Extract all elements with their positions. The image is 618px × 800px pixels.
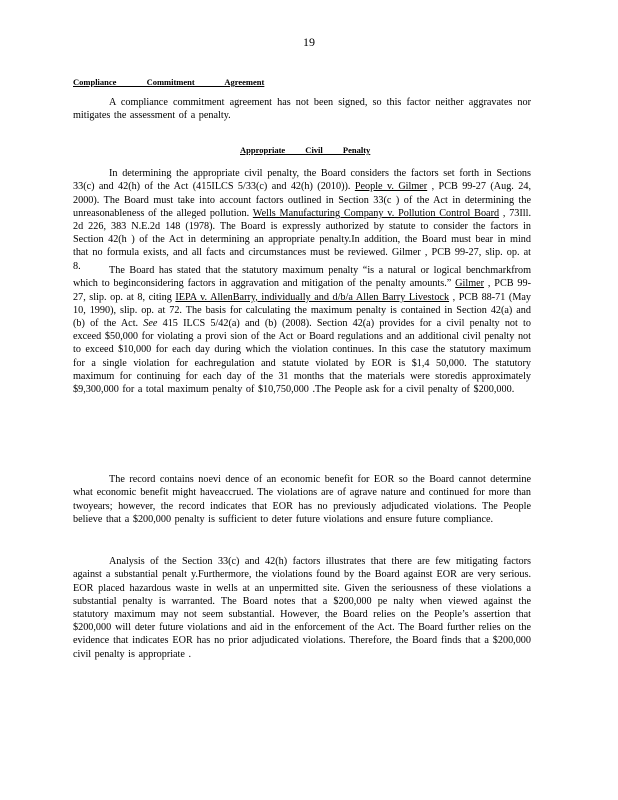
p1-text-1: In determining the appropriate civil penalty, the Board considers the factors set forth in Sections 33(c) and 42(h) of the Act (415ILCS 5/33(c) and 42(h) (2010)). — [73, 168, 531, 193]
p2-text-2: , PCB 99-27, slip. op. at 8, citing — [73, 278, 532, 303]
case-citation-gilmer-2: Gilmer — [455, 278, 485, 290]
compliance-heading: Compliance Commitment Agreement — [73, 77, 265, 87]
p2-text-4: 415 ILCS 5/42(a) and (b) (2008). Section 42(a) provides for a civil penalty not to exceed $50,000 for violating a provi sion of the Act or Board regulations and an additional civil penalty not to exceed $10,000 for each day during which the violation continues. In this case the statutory maximum for a single violation for eachregulation and statute violated by EOR is $1,4 50,000. The statutory maximum for continuing for each day of the 31 months that the materials were storedis approximately $9,300,000 for a total maximum penalty of $10,750,000 .The People ask for a civil penalty of $200,000. — [73, 318, 531, 396]
p1-text-3: , 73Ill. 2d 226, 383 N.E.2d 148 (1978). The Board is expressly authorized by statute to consider the factors in Section 42(h ) of the Act in determining an appropriate penalty.In addition, the Board must bear in mind that no formula exists, and all facts and circumstances must be reviewed. Gilmer , PCB 99-27, slip. op. at 8. — [73, 207, 531, 272]
case-citation-gilmer: People v. Gilmer — [354, 181, 428, 193]
penalty-paragraph-2 — [73, 264, 531, 396]
penalty-paragraph-4: Analysis of the Section 33(c) and 42(h) factors illustrates that there are few mitigating factors against a substantial penalt y.Furthermore, the violations found by the Board against EOR are very serious. EOR placed hazardous waste in wells at an unpermitted site. Given the seriousness of these violations a substantial penalty is warranted. The Board notes that a $200,000 pe nalty when viewed against the statutory maximum may not seem substantial. However, the Board relies on the People’s assertion that $200,000 will deter future violations and aid in the enforcement of the Act. The Board further relies on the evidence that indicates EOR has no prior adjudicated violations. Therefore, the Board finds that a $200,000 civil penalty is appropriate . — [73, 556, 531, 660]
compliance-paragraph: A compliance commitment agreement has not been signed, so this factor neither aggravates nor mitigates the assessment of a penalty. — [73, 97, 531, 122]
p2-text-1: The Board has stated that the statutory maximum penalty “is a natural or logical benchmarkfrom which to beginconsidering factors in aggravation and mitigation of the penalty amounts.” — [73, 265, 531, 290]
case-citation-wells: Wells Manufacturing Company v. Pollution Control Board — [252, 207, 500, 219]
see-signal: See — [143, 318, 158, 329]
penalty-heading: Appropriate Civil Penalty — [240, 145, 371, 155]
penalty-paragraph-1 — [73, 167, 531, 273]
page-number: 19 — [303, 35, 315, 49]
penalty-paragraph-3: The record contains noevi dence of an economic benefit for EOR so the Board cannot determine what economic benefit might haveaccrued. The violations are of agrave nature and continued for more than twoyears; however, the record indicates that EOR has no previously adjudicated violations. The People believe that a $200,000 penalty is sufficient to deter future violations and ensure future compliance. — [73, 474, 531, 525]
p2-text-3: , PCB 88-71 (May 10, 1990), slip. op. at 72. The basis for calculating the maximum penalty is contained in Section 42(a) and (b) of the Act. — [73, 291, 531, 329]
case-citation-allen-barry: IEPA v. AllenBarry, individually and d/b/a Allen Barry Livestock — [175, 291, 450, 303]
p1-text-2: , PCB 99-27 (Aug. 24, 2000). The Board must take into account factors outlined in Section 33(c ) of the Act in determining the unreasonableness of the alleged pollution. — [73, 181, 531, 219]
